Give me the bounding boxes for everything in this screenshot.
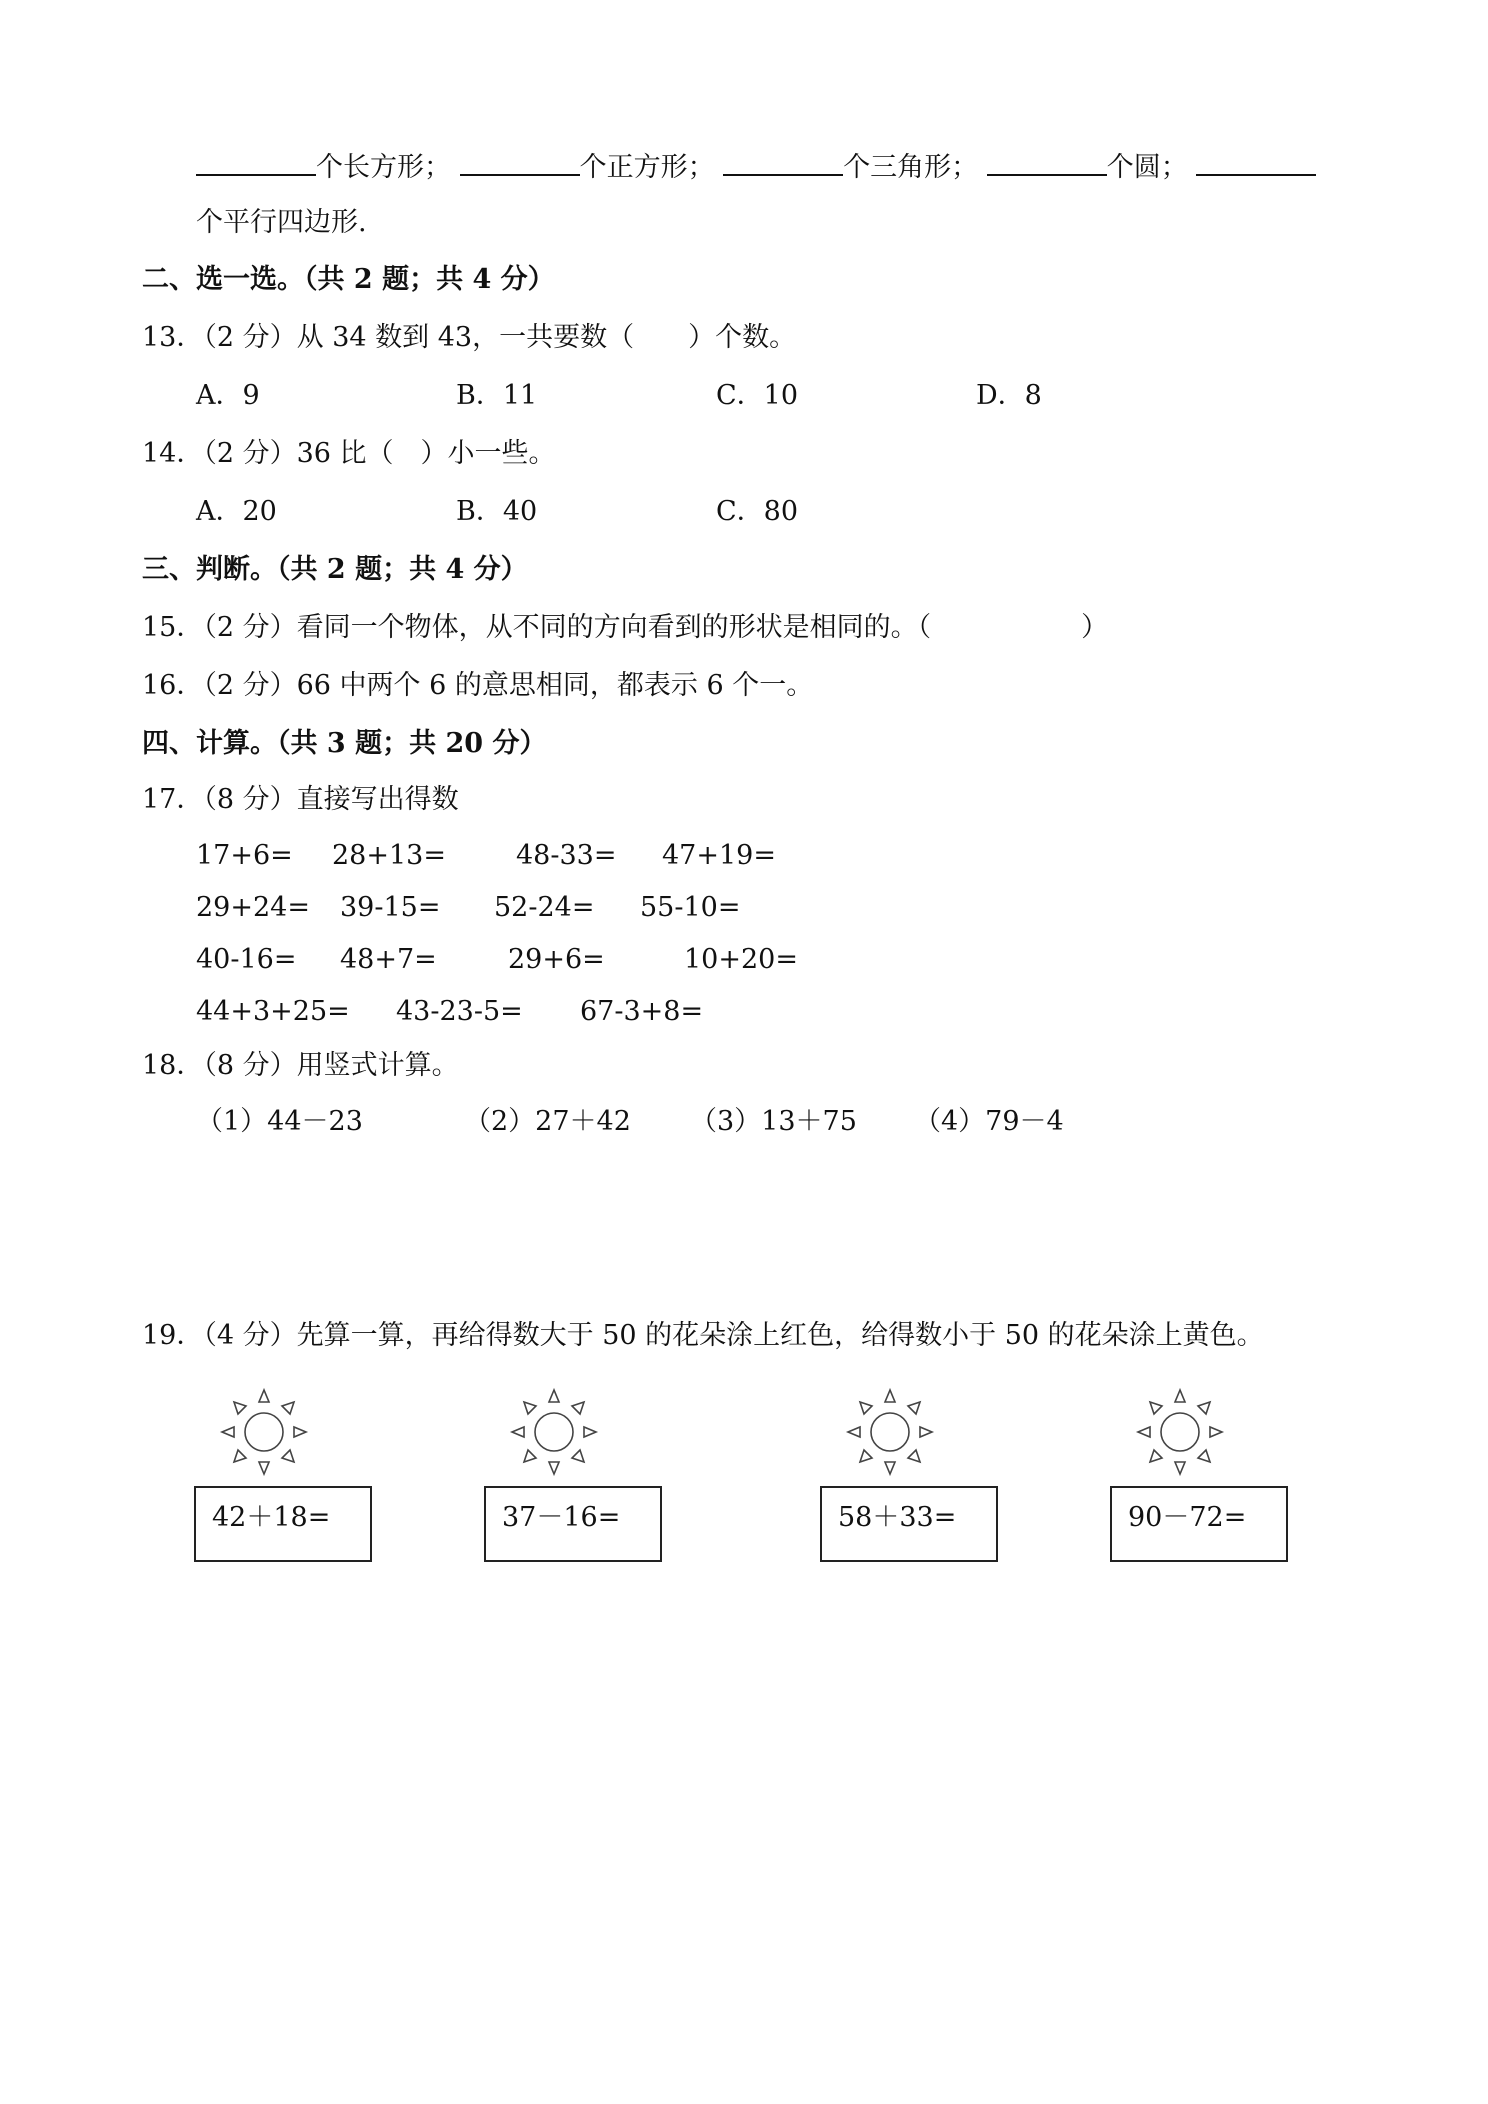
question-15 [142,610,1108,646]
question-16: 16．（2 分）66 中两个 6 的意思相同，都表示 6 个一。 [142,670,814,701]
expression-box[interactable]: 42＋18= [194,1486,372,1562]
calc-item: 55-10= [640,892,741,923]
calc-item: 39-15= [340,892,441,923]
answer-blank[interactable] [1196,148,1316,176]
question-19: 19．（4 分）先算一算，再给得数大于 50 的花朵涂上红色，给得数小于 50 的花朵涂上黄色。 [142,1320,1264,1351]
question-13: 13．（2 分）从 34 数到 43，一共要数（ ）个数。 [142,322,797,353]
question-14: 14．（2 分）36 比（ ）小一些。 [142,438,556,469]
calc-item: 52-24= [494,892,595,923]
vertical-calc-item: （1）44－23 [196,1106,363,1137]
calc-item: 10+20= [684,944,798,975]
q13-option-c[interactable]: C．10 [716,380,799,411]
flower-icon[interactable] [506,1384,602,1480]
answer-blank[interactable] [196,148,316,176]
q14-option-b[interactable]: B．40 [456,496,538,527]
flower-icon[interactable] [1132,1384,1228,1480]
flower-icon[interactable] [216,1384,312,1480]
calc-item: 44+3+25= [196,996,350,1027]
calc-item: 17+6= [196,840,293,871]
q15-close: ） [1081,612,1109,643]
expression-box[interactable]: 90－72= [1110,1486,1288,1562]
calc-item: 43-23-5= [396,996,523,1027]
q12-fill-last: 个平行四边形. [196,207,367,238]
expression-box[interactable]: 58＋33= [820,1486,998,1562]
calc-item: 48+7= [340,944,437,975]
flower-icon[interactable] [842,1384,938,1480]
calc-item: 28+13= [332,840,446,871]
q14-option-c[interactable]: C．80 [716,496,799,527]
answer-blank[interactable] [460,148,580,176]
calc-item: 47+19= [662,840,776,871]
calc-item: 67-3+8= [580,996,704,1027]
answer-blank[interactable] [723,148,843,176]
answer-blank[interactable] [987,148,1107,176]
vertical-calc-item: （4）79－4 [914,1106,1064,1137]
calc-item: 40-16= [196,944,297,975]
fill-label: 个圆； [1106,152,1188,183]
fill-label: 个三角形； [843,152,979,183]
question-17: 17．（8 分）直接写出得数 [142,784,459,815]
calc-item: 48-33= [516,840,617,871]
calc-item: 29+6= [508,944,605,975]
question-18: 18．（8 分）用竖式计算。 [142,1050,459,1081]
vertical-calc-item: （3）13＋75 [690,1106,857,1137]
fill-label: 个正方形； [579,152,715,183]
q14-option-a[interactable]: A．20 [196,496,277,527]
q13-option-a[interactable]: A．9 [196,380,260,411]
fill-label: 个长方形； [316,152,451,183]
vertical-calc-item: （2）27＋42 [464,1106,631,1137]
q15-text: 15．（2 分）看同一个物体，从不同的方向看到的形状是相同的。（ [142,612,932,643]
q12-fill-line [196,148,1316,186]
section-title: 二、选一选。（共 2 题；共 4 分） [142,264,555,295]
expression-box[interactable]: 37－16= [484,1486,662,1562]
q13-option-b[interactable]: B．11 [456,380,538,411]
section-title: 四、计算。（共 3 题；共 20 分） [142,728,547,759]
q13-option-d[interactable]: D．8 [976,380,1042,411]
calc-item: 29+24= [196,892,310,923]
section-title: 三、判断。（共 2 题；共 4 分） [142,554,528,585]
